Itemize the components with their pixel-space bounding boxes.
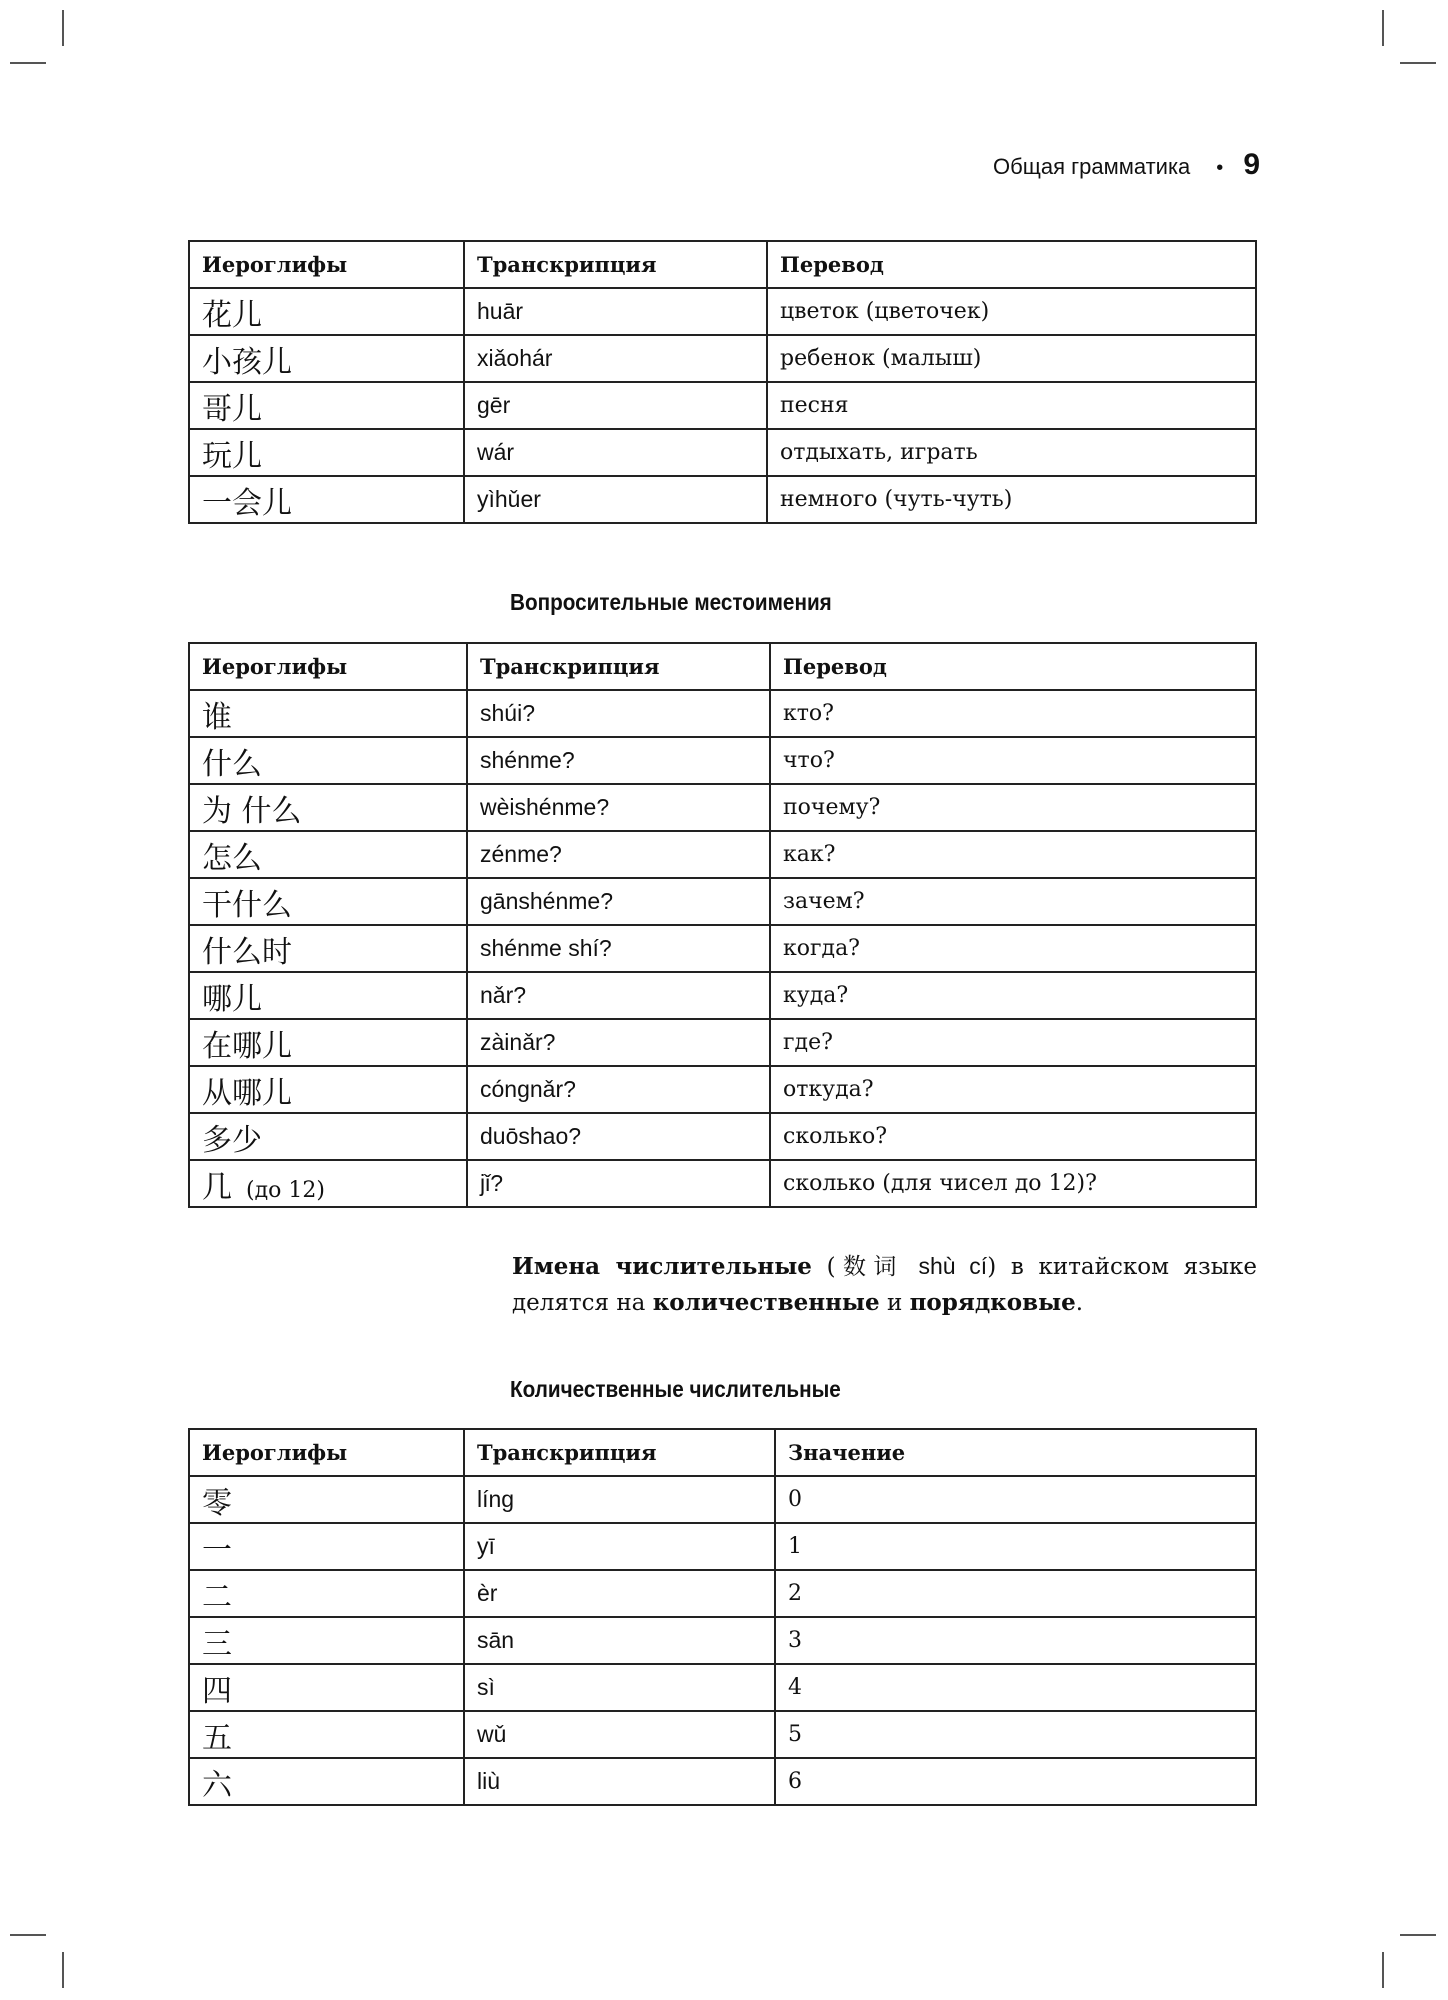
column-header: Транскрипция xyxy=(464,1429,775,1476)
section-name: Общая грамматика xyxy=(993,154,1191,179)
translation-cell: почему? xyxy=(770,784,1256,831)
hieroglyph-text: 零 xyxy=(202,1485,232,1521)
hieroglyph-text: 干什么 xyxy=(202,887,292,923)
hieroglyph-text: 什么时 xyxy=(202,934,292,970)
table-row xyxy=(189,1113,1256,1160)
translation-cell: цветок (цветочек) xyxy=(767,288,1256,335)
translation-cell: кто? xyxy=(770,690,1256,737)
translation-cell: песня xyxy=(767,382,1256,429)
transcription-cell: cóngnǎr? xyxy=(467,1066,770,1113)
hieroglyph-cell xyxy=(189,1113,467,1160)
hieroglyph-text: 三 xyxy=(202,1626,232,1662)
transcription-cell: zénme? xyxy=(467,831,770,878)
transcription-cell: xiǎohár xyxy=(464,335,767,382)
paragraph-text: ) в китайском языке делятся на xyxy=(512,1254,1258,1316)
numerals-paragraph xyxy=(512,1249,1257,1321)
hieroglyph-text: 几 xyxy=(202,1169,232,1205)
translation-cell: отдыхать, играть xyxy=(767,429,1256,476)
table-row xyxy=(189,1664,1256,1711)
hieroglyph-cell xyxy=(189,878,467,925)
crop-mark xyxy=(1400,62,1436,64)
hieroglyph-text: 为 什么 xyxy=(202,793,302,829)
hieroglyph-text: 怎么 xyxy=(202,840,262,876)
crop-mark xyxy=(1382,10,1384,46)
crop-mark xyxy=(1382,1952,1384,1988)
hieroglyph-cell xyxy=(189,1570,464,1617)
transcription-cell: jǐ? xyxy=(467,1160,770,1207)
hieroglyph-text: 花儿 xyxy=(202,297,262,333)
table-row xyxy=(189,1160,1256,1207)
translation-cell: откуда? xyxy=(770,1066,1256,1113)
table-cardinal-numerals xyxy=(188,1428,1257,1806)
hieroglyph-note: (до 12) xyxy=(246,1177,325,1203)
transcription-cell: shénme shí? xyxy=(467,925,770,972)
translation-cell: 1 xyxy=(775,1523,1256,1570)
translation-cell: как? xyxy=(770,831,1256,878)
table-row xyxy=(189,1711,1256,1758)
translation-cell: 5 xyxy=(775,1711,1256,1758)
page-number: 9 xyxy=(1243,148,1260,181)
crop-mark xyxy=(1400,1934,1436,1936)
table-row xyxy=(189,737,1256,784)
translation-cell: что? xyxy=(770,737,1256,784)
column-header: Транскрипция xyxy=(467,643,770,690)
hieroglyph-cell xyxy=(189,1523,464,1570)
hieroglyph-text: 六 xyxy=(202,1767,232,1803)
term-numerals: Имена числительные xyxy=(512,1253,812,1280)
table-row xyxy=(189,335,1256,382)
transcription-cell: líng xyxy=(464,1476,775,1523)
column-header: Иероглифы xyxy=(189,643,467,690)
table-row xyxy=(189,429,1256,476)
table-row xyxy=(189,1617,1256,1664)
table-row xyxy=(189,1476,1256,1523)
translation-cell: зачем? xyxy=(770,878,1256,925)
hieroglyph-cell xyxy=(189,1711,464,1758)
translation-cell: сколько? xyxy=(770,1113,1256,1160)
period: . xyxy=(1075,1290,1084,1316)
table-header-row xyxy=(189,643,1256,690)
transcription-cell: sān xyxy=(464,1617,775,1664)
table-row xyxy=(189,1570,1256,1617)
hieroglyph-text: 从哪儿 xyxy=(202,1075,292,1111)
table-row xyxy=(189,288,1256,335)
hieroglyph-text: 多少 xyxy=(202,1122,262,1158)
hieroglyph-text: 一 xyxy=(202,1532,232,1568)
hieroglyph-text: 一会儿 xyxy=(202,485,292,521)
table-row xyxy=(189,476,1256,523)
translation-cell: немного (чуть-чуть) xyxy=(767,476,1256,523)
hieroglyph-cell xyxy=(189,925,467,972)
translation-cell: 6 xyxy=(775,1758,1256,1805)
table-row xyxy=(189,831,1256,878)
crop-mark xyxy=(10,1934,46,1936)
translation-cell: 2 xyxy=(775,1570,1256,1617)
transcription-cell: duōshao? xyxy=(467,1113,770,1160)
hieroglyph-cell xyxy=(189,690,467,737)
transcription-cell: yìhǔer xyxy=(464,476,767,523)
hieroglyph-text: 五 xyxy=(202,1720,232,1756)
transcription-cell: èr xyxy=(464,1570,775,1617)
hieroglyph-cell xyxy=(189,1019,467,1066)
hieroglyph-text: 小孩儿 xyxy=(202,344,292,380)
transcription-cell: gēr xyxy=(464,382,767,429)
hieroglyph-cell xyxy=(189,784,467,831)
translation-cell: когда? xyxy=(770,925,1256,972)
table-row xyxy=(189,690,1256,737)
hieroglyph-cell xyxy=(189,1617,464,1664)
table-row xyxy=(189,784,1256,831)
transcription-cell: wǔ xyxy=(464,1711,775,1758)
column-header: Перевод xyxy=(770,643,1256,690)
table-header-row xyxy=(189,241,1256,288)
hieroglyph-cell xyxy=(189,335,464,382)
transcription-cell: huār xyxy=(464,288,767,335)
table-row xyxy=(189,1066,1256,1113)
table-header-row xyxy=(189,1429,1256,1476)
column-header: Транскрипция xyxy=(464,241,767,288)
table-row xyxy=(189,1523,1256,1570)
paren: ( xyxy=(826,1254,836,1280)
transcription-cell: sì xyxy=(464,1664,775,1711)
transcription-cell: liù xyxy=(464,1758,775,1805)
column-header: Иероглифы xyxy=(189,241,464,288)
table-row xyxy=(189,1019,1256,1066)
translation-cell: 0 xyxy=(775,1476,1256,1523)
hieroglyph-text: 四 xyxy=(202,1673,232,1709)
hieroglyph-cell xyxy=(189,1758,464,1805)
hanzi-term: 数词 xyxy=(835,1254,904,1280)
column-header: Иероглифы xyxy=(189,1429,464,1476)
table-row xyxy=(189,878,1256,925)
hieroglyph-text: 二 xyxy=(202,1579,232,1615)
table-diminutive-words xyxy=(188,240,1257,524)
transcription-cell: nǎr? xyxy=(467,972,770,1019)
translation-cell: куда? xyxy=(770,972,1256,1019)
translation-cell: где? xyxy=(770,1019,1256,1066)
hieroglyph-cell xyxy=(189,1476,464,1523)
running-head xyxy=(993,148,1260,182)
crop-mark xyxy=(10,62,46,64)
column-header: Перевод xyxy=(767,241,1256,288)
section-title: Количественные числительные xyxy=(510,1376,841,1402)
hieroglyph-text: 谁 xyxy=(202,699,232,735)
crop-mark xyxy=(62,10,64,46)
hieroglyph-text: 哪儿 xyxy=(202,981,262,1017)
hieroglyph-cell xyxy=(189,1160,467,1207)
hieroglyph-cell xyxy=(189,1066,467,1113)
transcription-cell: yī xyxy=(464,1523,775,1570)
bullet-separator: • xyxy=(1216,157,1224,179)
table-row xyxy=(189,972,1256,1019)
term-ordinal: порядковые xyxy=(909,1289,1076,1316)
transcription-cell: wár xyxy=(464,429,767,476)
hieroglyph-cell xyxy=(189,1664,464,1711)
translation-cell: сколько (для чисел до 12)? xyxy=(770,1160,1256,1207)
term-cardinal: количественные xyxy=(652,1289,880,1316)
table-row xyxy=(189,382,1256,429)
section-title: Вопросительные местоимения xyxy=(510,589,832,615)
transcription-cell: gānshénme? xyxy=(467,878,770,925)
hieroglyph-cell xyxy=(189,382,464,429)
hieroglyph-cell xyxy=(189,737,467,784)
transcription-cell: shúi? xyxy=(467,690,770,737)
hieroglyph-text: 在哪儿 xyxy=(202,1028,292,1064)
hieroglyph-cell xyxy=(189,972,467,1019)
hieroglyph-cell xyxy=(189,288,464,335)
hieroglyph-cell xyxy=(189,429,464,476)
translation-cell: ребенок (малыш) xyxy=(767,335,1256,382)
transcription-cell: wèishénme? xyxy=(467,784,770,831)
hieroglyph-cell xyxy=(189,476,464,523)
transcription-cell: zàinǎr? xyxy=(467,1019,770,1066)
pinyin-term: shù cí xyxy=(918,1253,988,1279)
hieroglyph-cell xyxy=(189,831,467,878)
transcription-cell: shénme? xyxy=(467,737,770,784)
translation-cell: 3 xyxy=(775,1617,1256,1664)
hieroglyph-text: 什么 xyxy=(202,746,262,782)
table-row xyxy=(189,925,1256,972)
paragraph-text: и xyxy=(886,1290,903,1316)
hieroglyph-text: 哥儿 xyxy=(202,391,262,427)
table-row xyxy=(189,1758,1256,1805)
column-header: Значение xyxy=(775,1429,1256,1476)
translation-cell: 4 xyxy=(775,1664,1256,1711)
crop-mark xyxy=(62,1952,64,1988)
hieroglyph-text: 玩儿 xyxy=(202,438,262,474)
table-question-pronouns xyxy=(188,642,1257,1208)
